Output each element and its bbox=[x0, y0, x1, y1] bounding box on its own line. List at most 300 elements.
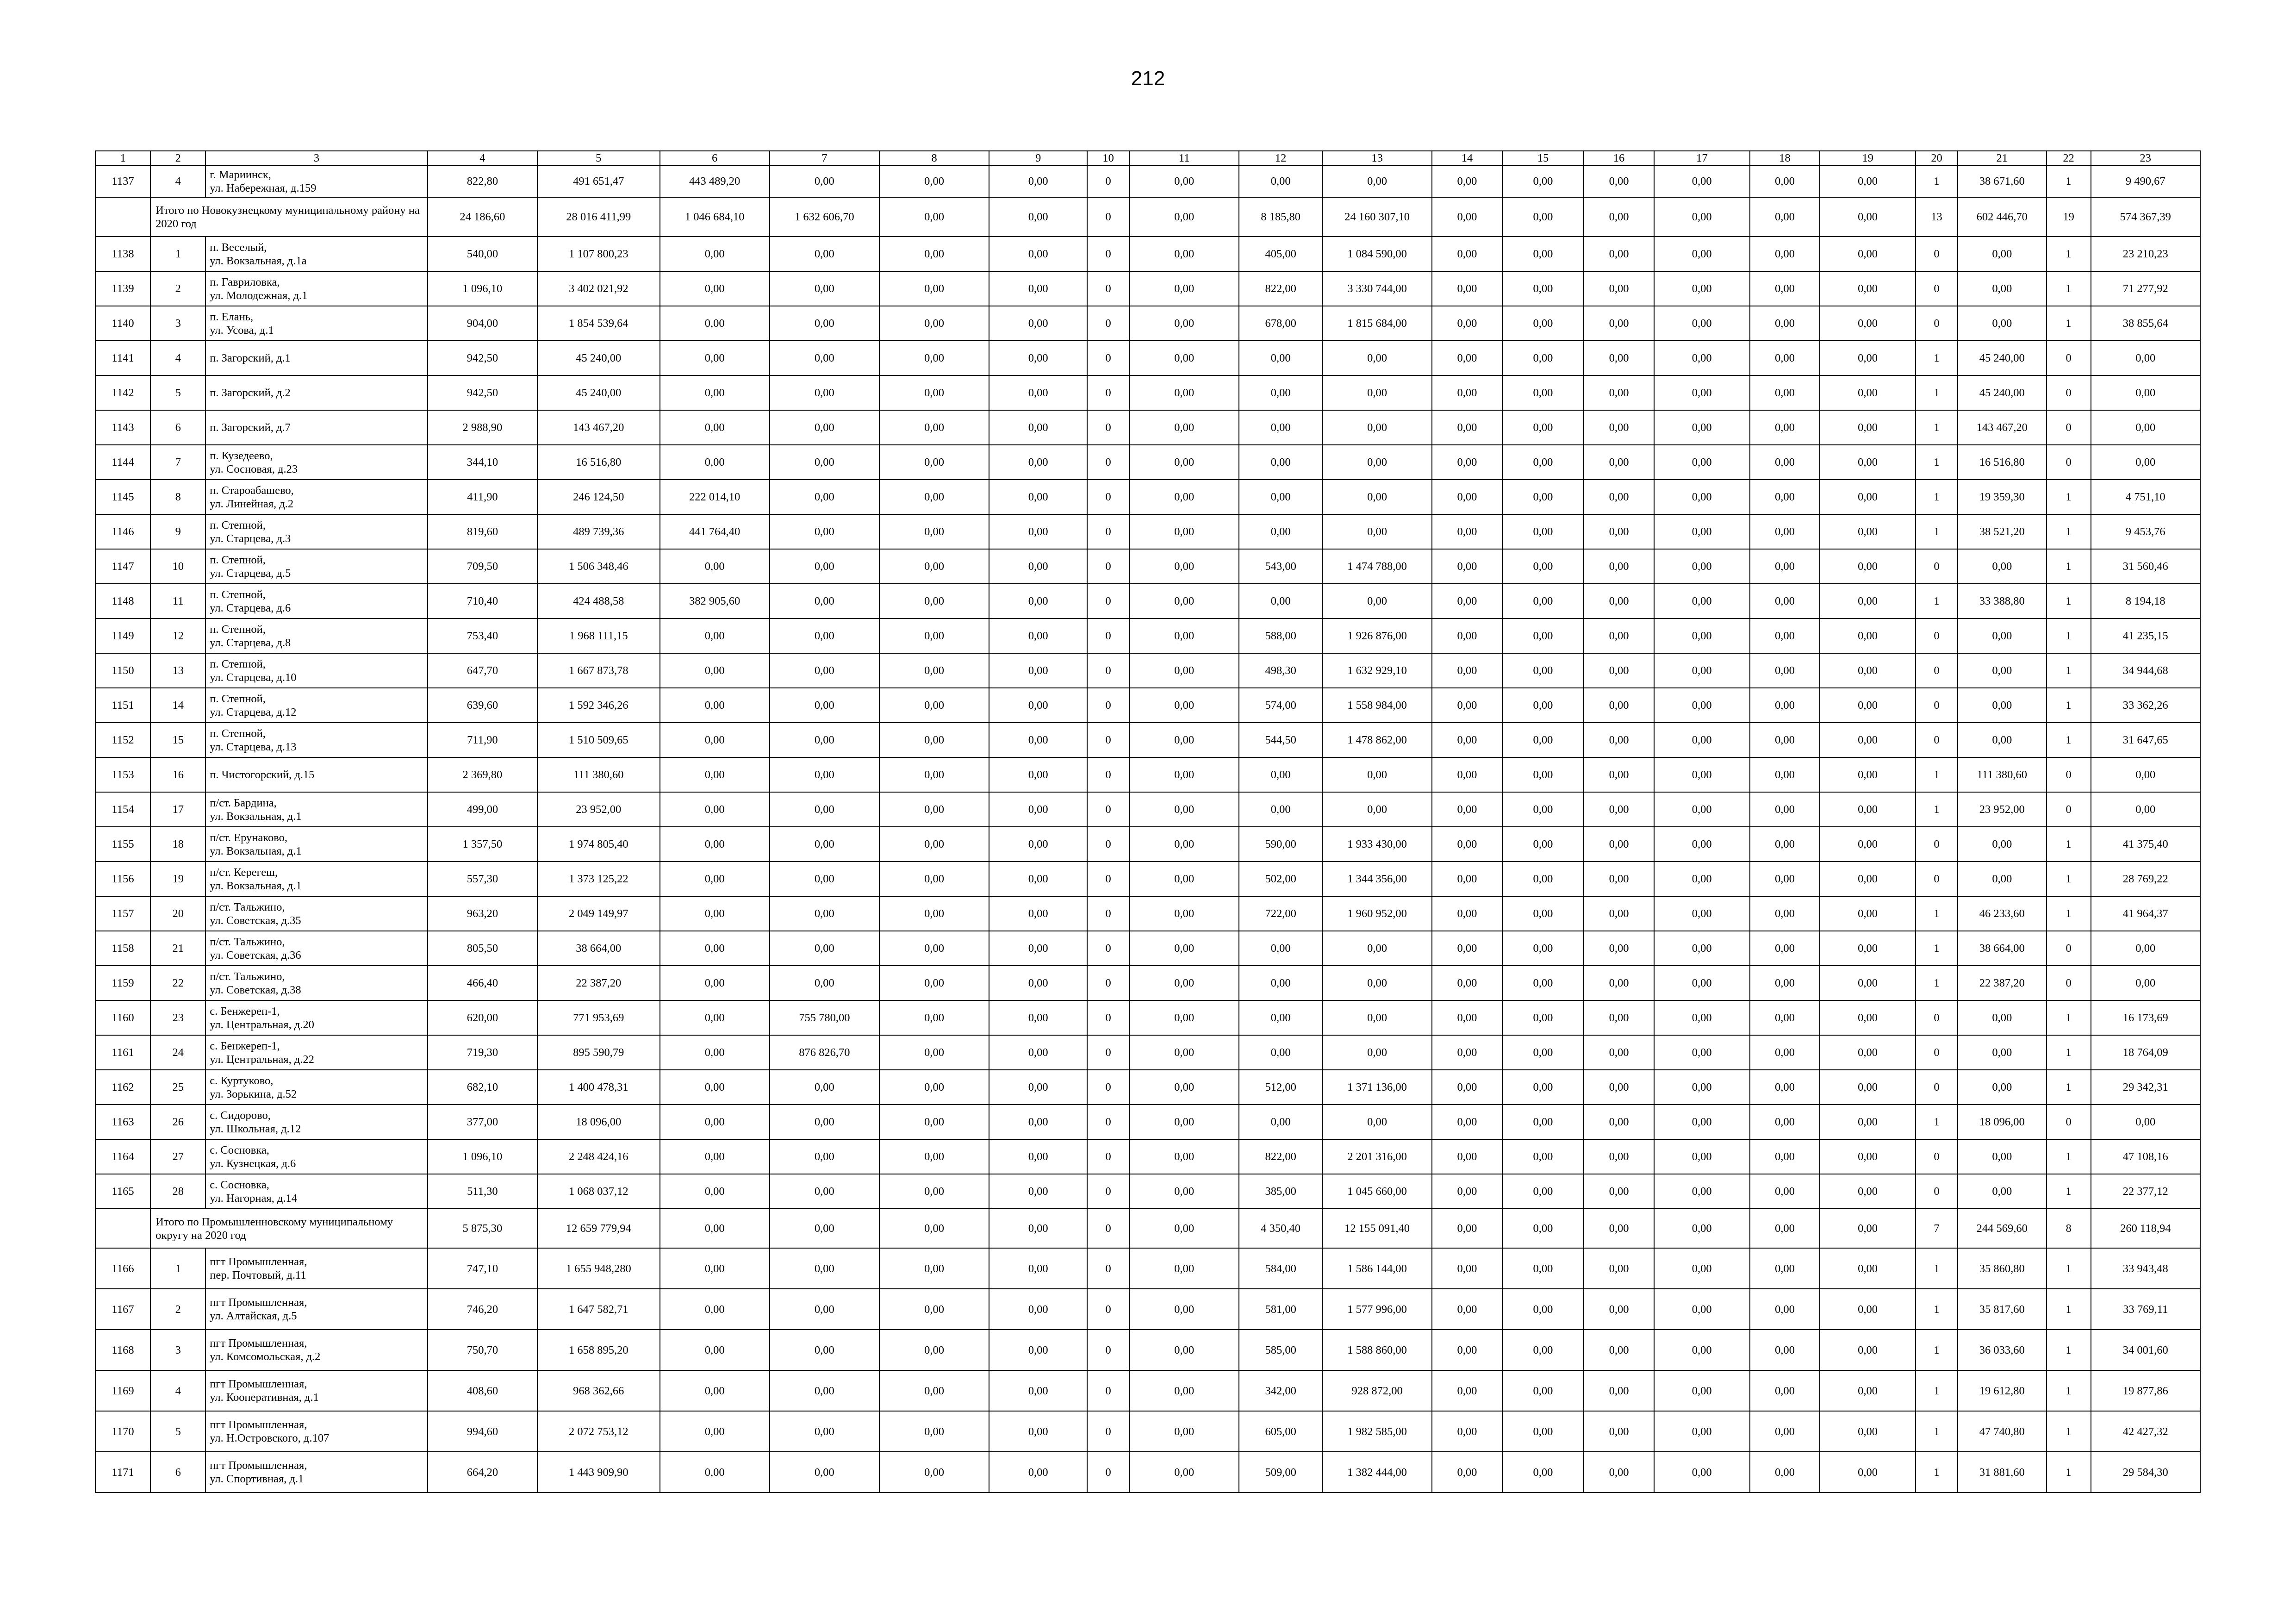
table-cell: 385,00 bbox=[1239, 1174, 1322, 1209]
table-cell: 0,00 bbox=[1820, 1370, 1916, 1411]
table-cell: 0 bbox=[2047, 792, 2091, 827]
registry-table bbox=[95, 150, 2201, 1493]
table-cell: 0,00 bbox=[1129, 1139, 1239, 1174]
table-cell: 0,00 bbox=[879, 1174, 989, 1209]
table-cell: 0,00 bbox=[1750, 514, 1820, 549]
table-cell: 71 277,92 bbox=[2091, 271, 2200, 306]
table-cell: 0,00 bbox=[660, 757, 770, 792]
table-row bbox=[95, 1330, 2200, 1370]
table-cell: 0,00 bbox=[1239, 584, 1322, 618]
table-cell: 0,00 bbox=[989, 827, 1087, 862]
table-cell: 1 344 356,00 bbox=[1322, 862, 1432, 896]
table-cell: 0,00 bbox=[1432, 1035, 1502, 1070]
address-cell: пгт Промышленная, ул. Кооперативная, д.1 bbox=[205, 1370, 428, 1411]
table-row bbox=[95, 445, 2200, 480]
table-cell: 0,00 bbox=[1432, 445, 1502, 480]
table-cell: 0,00 bbox=[1502, 653, 1584, 688]
table-cell: 1149 bbox=[95, 618, 150, 653]
table-cell: 342,00 bbox=[1239, 1370, 1322, 1411]
table-cell: 0,00 bbox=[1239, 792, 1322, 827]
table-cell: 28 bbox=[150, 1174, 205, 1209]
table-cell: 0,00 bbox=[1654, 688, 1750, 723]
table-cell: 0,00 bbox=[1502, 1452, 1584, 1493]
table-cell: 1 bbox=[2047, 1452, 2091, 1493]
table-cell: 1 bbox=[1916, 1370, 1958, 1411]
column-number: 5 bbox=[537, 151, 660, 165]
table-cell: 33 769,11 bbox=[2091, 1289, 2200, 1330]
table-cell: 0,00 bbox=[1584, 197, 1654, 237]
table-cell: 0,00 bbox=[1750, 1411, 1820, 1452]
table-cell: 509,00 bbox=[1239, 1452, 1322, 1493]
table-cell: 1 bbox=[1916, 445, 1958, 480]
table-cell: 0,00 bbox=[1820, 862, 1916, 896]
table-cell: 0,00 bbox=[1129, 165, 1239, 197]
table-cell: 18 096,00 bbox=[537, 1105, 660, 1139]
table-cell: 1 647 582,71 bbox=[537, 1289, 660, 1330]
table-cell: 0,00 bbox=[1654, 1105, 1750, 1139]
table-cell: 0,00 bbox=[1584, 237, 1654, 271]
table-cell: 755 780,00 bbox=[770, 1000, 879, 1035]
address-cell: г. Мариинск, ул. Набережная, д.159 bbox=[205, 165, 428, 197]
table-cell: 0,00 bbox=[1584, 896, 1654, 931]
table-cell: 0,00 bbox=[1502, 862, 1584, 896]
table-row bbox=[95, 341, 2200, 375]
table-cell: 0,00 bbox=[1584, 165, 1654, 197]
table-cell: 9 453,76 bbox=[2091, 514, 2200, 549]
table-cell: 1 558 984,00 bbox=[1322, 688, 1432, 723]
table-cell: 0,00 bbox=[1654, 1248, 1750, 1289]
table-cell: 584,00 bbox=[1239, 1248, 1322, 1289]
table-cell: 0,00 bbox=[879, 1105, 989, 1139]
table-cell: 1 bbox=[2047, 1139, 2091, 1174]
table-cell: 1155 bbox=[95, 827, 150, 862]
table-cell: 1147 bbox=[95, 549, 150, 584]
table-cell: 31 560,46 bbox=[2091, 549, 2200, 584]
table-cell: 753,40 bbox=[428, 618, 537, 653]
table-row bbox=[95, 1139, 2200, 1174]
table-cell: 0 bbox=[1087, 1289, 1129, 1330]
table-row bbox=[95, 549, 2200, 584]
table-cell: 0,00 bbox=[1432, 1139, 1502, 1174]
table-cell: 0,00 bbox=[1129, 1452, 1239, 1493]
table-cell: 0 bbox=[1087, 1035, 1129, 1070]
table-cell: 0,00 bbox=[1239, 375, 1322, 410]
table-cell: 1 bbox=[2047, 1174, 2091, 1209]
table-row bbox=[95, 1000, 2200, 1035]
table-cell: 1 655 948,280 bbox=[537, 1248, 660, 1289]
table-cell: 1 bbox=[150, 237, 205, 271]
table-cell: 0,00 bbox=[1654, 1330, 1750, 1370]
table-cell: 0,00 bbox=[1654, 1452, 1750, 1493]
table-cell: 1 bbox=[1916, 584, 1958, 618]
table-cell: 22 bbox=[150, 966, 205, 1000]
table-cell: 34 001,60 bbox=[2091, 1330, 2200, 1370]
table-cell: 45 240,00 bbox=[1958, 341, 2047, 375]
table-cell: 0,00 bbox=[770, 341, 879, 375]
table-cell: 0,00 bbox=[1820, 723, 1916, 757]
table-cell: 0,00 bbox=[1654, 271, 1750, 306]
table-cell: 0 bbox=[2047, 966, 2091, 1000]
table-cell: 0,00 bbox=[1750, 862, 1820, 896]
table-cell: 1 bbox=[1916, 410, 1958, 445]
table-cell: 0,00 bbox=[1584, 1105, 1654, 1139]
table-cell: 0,00 bbox=[879, 549, 989, 584]
table-cell: 19 877,86 bbox=[2091, 1370, 2200, 1411]
table-cell: 16 516,80 bbox=[537, 445, 660, 480]
table-cell: 1 bbox=[1916, 1330, 1958, 1370]
table-cell: 543,00 bbox=[1239, 549, 1322, 584]
table-cell: 0,00 bbox=[1129, 271, 1239, 306]
table-cell: 0,00 bbox=[1750, 1035, 1820, 1070]
table-cell: 0,00 bbox=[1654, 862, 1750, 896]
table-cell: 143 467,20 bbox=[1958, 410, 2047, 445]
table-cell: 0,00 bbox=[989, 1452, 1087, 1493]
table-cell: 0 bbox=[1087, 514, 1129, 549]
table-cell: 1 bbox=[1916, 1411, 1958, 1452]
table-cell: 540,00 bbox=[428, 237, 537, 271]
table-cell: 1 bbox=[1916, 514, 1958, 549]
table-cell: 0,00 bbox=[989, 1139, 1087, 1174]
table-cell: 0,00 bbox=[1129, 237, 1239, 271]
table-cell: 0,00 bbox=[1239, 931, 1322, 966]
table-cell: 0,00 bbox=[989, 271, 1087, 306]
table-cell: 1157 bbox=[95, 896, 150, 931]
table-cell: 0,00 bbox=[1584, 375, 1654, 410]
table-cell: 0,00 bbox=[1502, 1248, 1584, 1289]
table-cell: 0,00 bbox=[770, 1370, 879, 1411]
table-cell: 14 bbox=[150, 688, 205, 723]
table-cell: 0 bbox=[2047, 1105, 2091, 1139]
table-cell: 0,00 bbox=[770, 653, 879, 688]
table-cell: 0,00 bbox=[1820, 197, 1916, 237]
table-cell: 0,00 bbox=[879, 445, 989, 480]
table-cell: 0,00 bbox=[879, 1209, 989, 1248]
table-cell: 0,00 bbox=[1584, 966, 1654, 1000]
table-cell: 1 933 430,00 bbox=[1322, 827, 1432, 862]
table-cell: 0,00 bbox=[1584, 410, 1654, 445]
table-cell: 0,00 bbox=[770, 445, 879, 480]
table-cell: 0 bbox=[1087, 653, 1129, 688]
table-cell: 8 bbox=[2047, 1209, 2091, 1248]
table-cell: 1146 bbox=[95, 514, 150, 549]
table-cell: 0,00 bbox=[1750, 306, 1820, 341]
table-cell: 0,00 bbox=[1820, 827, 1916, 862]
table-cell: 2 248 424,16 bbox=[537, 1139, 660, 1174]
table-cell: 7 bbox=[1916, 1209, 1958, 1248]
table-cell: 0 bbox=[1087, 197, 1129, 237]
table-cell: 1 bbox=[1916, 1105, 1958, 1139]
table-cell: 1 371 136,00 bbox=[1322, 1070, 1432, 1105]
table-cell: 0,00 bbox=[1584, 480, 1654, 514]
table-cell: 19 bbox=[2047, 197, 2091, 237]
table-cell: 0,00 bbox=[1432, 1174, 1502, 1209]
table-cell: 38 664,00 bbox=[537, 931, 660, 966]
table-cell: 0,00 bbox=[1584, 1035, 1654, 1070]
address-cell: с. Бенжереп-1, ул. Центральная, д.20 bbox=[205, 1000, 428, 1035]
table-cell: 0,00 bbox=[1129, 966, 1239, 1000]
table-cell: 0,00 bbox=[989, 1000, 1087, 1035]
address-cell: п. Загорский, д.2 bbox=[205, 375, 428, 410]
table-cell: 1 bbox=[2047, 1000, 2091, 1035]
table-cell: 22 387,20 bbox=[1958, 966, 2047, 1000]
table-cell: 45 240,00 bbox=[537, 341, 660, 375]
table-cell: 0 bbox=[1087, 1452, 1129, 1493]
table-cell: 0,00 bbox=[770, 792, 879, 827]
table-cell: 750,70 bbox=[428, 1330, 537, 1370]
table-cell: 1 586 144,00 bbox=[1322, 1248, 1432, 1289]
address-cell: п. Веселый, ул. Вокзальная, д.1а bbox=[205, 237, 428, 271]
table-cell: 0,00 bbox=[879, 792, 989, 827]
address-cell: п. Степной, ул. Старцева, д.6 bbox=[205, 584, 428, 618]
table-cell: 2 369,80 bbox=[428, 757, 537, 792]
table-cell: 6 bbox=[150, 1452, 205, 1493]
table-cell: 0,00 bbox=[1129, 480, 1239, 514]
table-cell: 719,30 bbox=[428, 1035, 537, 1070]
table-cell: 0 bbox=[1087, 480, 1129, 514]
table-cell: 0,00 bbox=[1750, 1289, 1820, 1330]
table-cell: 8 194,18 bbox=[2091, 584, 2200, 618]
table-cell: 722,00 bbox=[1239, 896, 1322, 931]
table-cell: 0,00 bbox=[660, 723, 770, 757]
table-cell: 0,00 bbox=[1129, 1248, 1239, 1289]
table-cell: 544,50 bbox=[1239, 723, 1322, 757]
table-cell: 2 bbox=[150, 271, 205, 306]
table-cell: 13 bbox=[1916, 197, 1958, 237]
table-cell: 0,00 bbox=[989, 1070, 1087, 1105]
table-cell: 0,00 bbox=[1820, 514, 1916, 549]
table-cell: 0,00 bbox=[989, 618, 1087, 653]
table-cell: 1 bbox=[2047, 480, 2091, 514]
table-cell: 0,00 bbox=[1502, 896, 1584, 931]
table-cell: 18 bbox=[150, 827, 205, 862]
table-cell: 0,00 bbox=[1750, 1452, 1820, 1493]
table-cell: 0 bbox=[1087, 1370, 1129, 1411]
table-cell: 34 944,68 bbox=[2091, 653, 2200, 688]
table-cell: 0,00 bbox=[879, 1370, 989, 1411]
table-row bbox=[95, 165, 2200, 197]
table-row bbox=[95, 1452, 2200, 1493]
table-cell: 0 bbox=[1916, 1070, 1958, 1105]
table-cell: 711,90 bbox=[428, 723, 537, 757]
table-cell: 0,00 bbox=[1239, 514, 1322, 549]
table-row bbox=[95, 1411, 2200, 1452]
subtotal-label: Итого по Промышленновскому муниципальному округу на 2020 год bbox=[150, 1209, 428, 1248]
table-cell: 0 bbox=[1087, 792, 1129, 827]
table-cell: 0,00 bbox=[770, 827, 879, 862]
table-cell: 7 bbox=[150, 445, 205, 480]
table-cell: 1168 bbox=[95, 1330, 150, 1370]
table-cell: 605,00 bbox=[1239, 1411, 1322, 1452]
table-cell: 0,00 bbox=[1432, 862, 1502, 896]
table-cell: 0 bbox=[1087, 723, 1129, 757]
table-cell: 17 bbox=[150, 792, 205, 827]
table-cell: 0 bbox=[1087, 827, 1129, 862]
table-row bbox=[95, 1289, 2200, 1330]
table-cell: 0 bbox=[1087, 237, 1129, 271]
table-cell: 2 988,90 bbox=[428, 410, 537, 445]
table-cell: 0,00 bbox=[879, 862, 989, 896]
table-cell: 0,00 bbox=[1432, 165, 1502, 197]
table-cell: 0,00 bbox=[1129, 341, 1239, 375]
address-cell: п. Степной, ул. Старцева, д.8 bbox=[205, 618, 428, 653]
table-cell: 499,00 bbox=[428, 792, 537, 827]
table-cell: 3 330 744,00 bbox=[1322, 271, 1432, 306]
address-cell: п. Степной, ул. Старцева, д.10 bbox=[205, 653, 428, 688]
table-cell: 22 387,20 bbox=[537, 966, 660, 1000]
table-cell: 0,00 bbox=[1432, 792, 1502, 827]
table-cell: 805,50 bbox=[428, 931, 537, 966]
table-cell: 1 bbox=[1916, 480, 1958, 514]
table-cell: 0,00 bbox=[1654, 618, 1750, 653]
table-cell: 0,00 bbox=[1129, 931, 1239, 966]
table-cell: 38 671,60 bbox=[1958, 165, 2047, 197]
table-row bbox=[95, 1174, 2200, 1209]
table-row bbox=[95, 966, 2200, 1000]
table-cell: 2 bbox=[150, 1289, 205, 1330]
table-cell: 0,00 bbox=[1958, 1139, 2047, 1174]
table-cell: 0,00 bbox=[1958, 271, 2047, 306]
table-row bbox=[95, 688, 2200, 723]
table-cell: 33 362,26 bbox=[2091, 688, 2200, 723]
table-cell: 0,00 bbox=[1502, 1000, 1584, 1035]
table-cell: 0,00 bbox=[879, 688, 989, 723]
table-cell: 0,00 bbox=[1322, 1035, 1432, 1070]
table-cell: 0 bbox=[1916, 723, 1958, 757]
table-cell: 35 860,80 bbox=[1958, 1248, 2047, 1289]
table-cell: 0,00 bbox=[1502, 966, 1584, 1000]
table-cell: 0,00 bbox=[1820, 1105, 1916, 1139]
table-cell: 0 bbox=[1916, 271, 1958, 306]
table-cell: 0,00 bbox=[1820, 306, 1916, 341]
table-cell: 0,00 bbox=[1432, 966, 1502, 1000]
table-cell: 0,00 bbox=[770, 480, 879, 514]
table-cell: 0,00 bbox=[2091, 792, 2200, 827]
table-cell: 0,00 bbox=[1820, 931, 1916, 966]
table-cell: 0,00 bbox=[1654, 966, 1750, 1000]
column-number: 10 bbox=[1087, 151, 1129, 165]
table-cell: 0,00 bbox=[1958, 549, 2047, 584]
table-cell: 0,00 bbox=[660, 1330, 770, 1370]
table-cell: 0,00 bbox=[1654, 341, 1750, 375]
table-row bbox=[95, 237, 2200, 271]
table-cell: 0,00 bbox=[1750, 1209, 1820, 1248]
address-cell: п. Степной, ул. Старцева, д.13 bbox=[205, 723, 428, 757]
table-cell: 0,00 bbox=[2091, 966, 2200, 1000]
table-cell: 0,00 bbox=[1584, 653, 1654, 688]
table-cell: 1170 bbox=[95, 1411, 150, 1452]
table-cell: 1144 bbox=[95, 445, 150, 480]
table-cell: 0,00 bbox=[2091, 410, 2200, 445]
column-number: 6 bbox=[660, 151, 770, 165]
table-cell: 0,00 bbox=[879, 1411, 989, 1452]
table-row bbox=[95, 480, 2200, 514]
table-cell: 0,00 bbox=[1502, 306, 1584, 341]
table-row bbox=[95, 1105, 2200, 1139]
address-cell: п. Степной, ул. Старцева, д.3 bbox=[205, 514, 428, 549]
table-cell: 0,00 bbox=[989, 306, 1087, 341]
table-cell: 0,00 bbox=[879, 827, 989, 862]
table-cell: 0,00 bbox=[2091, 445, 2200, 480]
address-cell: с. Сосновка, ул. Кузнецкая, д.6 bbox=[205, 1139, 428, 1174]
table-cell: 0,00 bbox=[1584, 1000, 1654, 1035]
table-cell: 747,10 bbox=[428, 1248, 537, 1289]
table-cell: 0,00 bbox=[989, 1248, 1087, 1289]
table-cell: 0,00 bbox=[2091, 931, 2200, 966]
table-cell: 1 382 444,00 bbox=[1322, 1452, 1432, 1493]
table-cell: 0,00 bbox=[879, 584, 989, 618]
table-cell: 0,00 bbox=[1129, 618, 1239, 653]
column-number: 13 bbox=[1322, 151, 1432, 165]
address-cell: п. Загорский, д.7 bbox=[205, 410, 428, 445]
address-cell: п. Староабашево, ул. Линейная, д.2 bbox=[205, 480, 428, 514]
table-cell: 0,00 bbox=[879, 1139, 989, 1174]
table-cell: 0,00 bbox=[879, 1035, 989, 1070]
table-cell: 1 068 037,12 bbox=[537, 1174, 660, 1209]
table-cell: 1 bbox=[1916, 896, 1958, 931]
table-cell: 0,00 bbox=[1654, 197, 1750, 237]
table-cell: 0,00 bbox=[1502, 1411, 1584, 1452]
table-cell: 0,00 bbox=[1502, 827, 1584, 862]
table-cell: 0,00 bbox=[989, 341, 1087, 375]
table-cell: 1159 bbox=[95, 966, 150, 1000]
table-cell: 2 049 149,97 bbox=[537, 896, 660, 931]
table-cell: 0,00 bbox=[770, 549, 879, 584]
table-cell: 0,00 bbox=[1432, 1070, 1502, 1105]
table-cell: 0,00 bbox=[1432, 1209, 1502, 1248]
table-cell: 1166 bbox=[95, 1248, 150, 1289]
table-cell: 1 096,10 bbox=[428, 1139, 537, 1174]
address-cell: с. Сосновка, ул. Нагорная, д.14 bbox=[205, 1174, 428, 1209]
table-cell: 771 953,69 bbox=[537, 1000, 660, 1035]
table-cell: 0,00 bbox=[989, 1209, 1087, 1248]
table-cell: 1 854 539,64 bbox=[537, 306, 660, 341]
table-cell: 1 474 788,00 bbox=[1322, 549, 1432, 584]
table-cell: 0,00 bbox=[1820, 375, 1916, 410]
table-row bbox=[95, 757, 2200, 792]
table-cell: 1 510 509,65 bbox=[537, 723, 660, 757]
table-cell: 0,00 bbox=[1502, 1370, 1584, 1411]
registry-table-container bbox=[95, 150, 2201, 1493]
table-cell: 0,00 bbox=[660, 341, 770, 375]
table-cell: 38 664,00 bbox=[1958, 931, 2047, 966]
table-cell: 0,00 bbox=[660, 931, 770, 966]
table-cell: 1 bbox=[2047, 1248, 2091, 1289]
table-cell: 0,00 bbox=[770, 1248, 879, 1289]
table-cell: 1167 bbox=[95, 1289, 150, 1330]
table-cell: 0,00 bbox=[989, 1035, 1087, 1070]
table-cell: 0,00 bbox=[770, 1209, 879, 1248]
table-cell: 0 bbox=[1087, 931, 1129, 966]
table-cell: 3 bbox=[150, 1330, 205, 1370]
table-cell: 491 651,47 bbox=[537, 165, 660, 197]
table-cell: 0 bbox=[1087, 896, 1129, 931]
table-row bbox=[95, 862, 2200, 896]
table-cell: 0,00 bbox=[1432, 584, 1502, 618]
table-cell: 0,00 bbox=[879, 1452, 989, 1493]
table-cell: 1 588 860,00 bbox=[1322, 1330, 1432, 1370]
table-cell: 1 658 895,20 bbox=[537, 1330, 660, 1370]
table-cell: 9 490,67 bbox=[2091, 165, 2200, 197]
table-cell: 1 bbox=[150, 1248, 205, 1289]
table-cell: 0,00 bbox=[1129, 653, 1239, 688]
table-cell: 33 943,48 bbox=[2091, 1248, 2200, 1289]
table-cell: 0,00 bbox=[1239, 757, 1322, 792]
table-cell: 16 173,69 bbox=[2091, 1000, 2200, 1035]
table-cell: 0,00 bbox=[1502, 723, 1584, 757]
table-cell: 0,00 bbox=[989, 1370, 1087, 1411]
table-cell: 0,00 bbox=[1129, 514, 1239, 549]
table-cell: 0,00 bbox=[1322, 966, 1432, 1000]
